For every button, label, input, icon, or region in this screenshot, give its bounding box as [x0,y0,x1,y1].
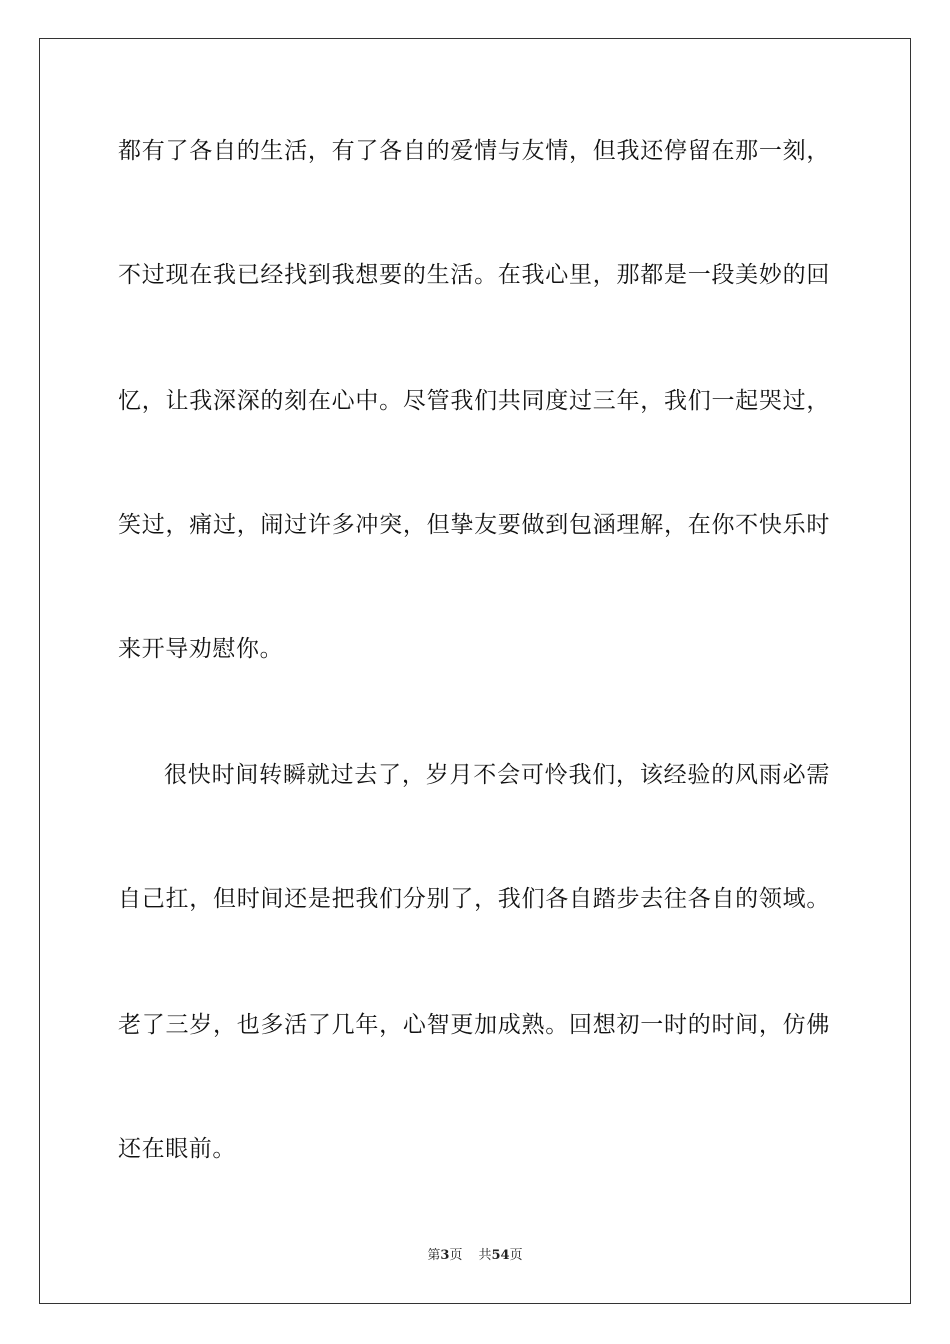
body-line-1: 都有了各自的生活，有了各自的爱情与友情，但我还停留在那一刻， [118,138,830,164]
total-prefix: 共 [478,1248,492,1263]
page-footer [0,1246,950,1266]
page-suffix: 页 [449,1248,463,1263]
body-line-4: 笑过，痛过，闹过许多冲突，但挚友要做到包涵理解，在你不快乐时 [118,512,830,538]
page-number: 3 [440,1248,450,1263]
body-line-3: 忆，让我深深的刻在心中。尽管我们共同度过三年，我们一起哭过， [118,388,830,414]
body-line-8: 老了三岁，也多活了几年，心智更加成熟。回想初一时的时间，仿佛 [118,1012,830,1038]
body-line-7: 自己扛，但时间还是把我们分别了，我们各自踏步去往各自的领域。 [118,886,830,912]
body-line-5: 来开导劝慰你。 [118,636,284,662]
body-line-2: 不过现在我已经找到我想要的生活。在我心里，那都是一段美妙的回 [118,262,830,288]
body-line-9: 还在眼前。 [118,1136,236,1162]
body-line-6: 很快时间转瞬就过去了，岁月不会可怜我们，该经验的风雨必需 [164,762,830,788]
page-prefix: 第 [427,1248,441,1263]
page-border [39,38,911,1304]
total-pages: 54 [491,1248,510,1263]
total-suffix: 页 [509,1248,523,1263]
